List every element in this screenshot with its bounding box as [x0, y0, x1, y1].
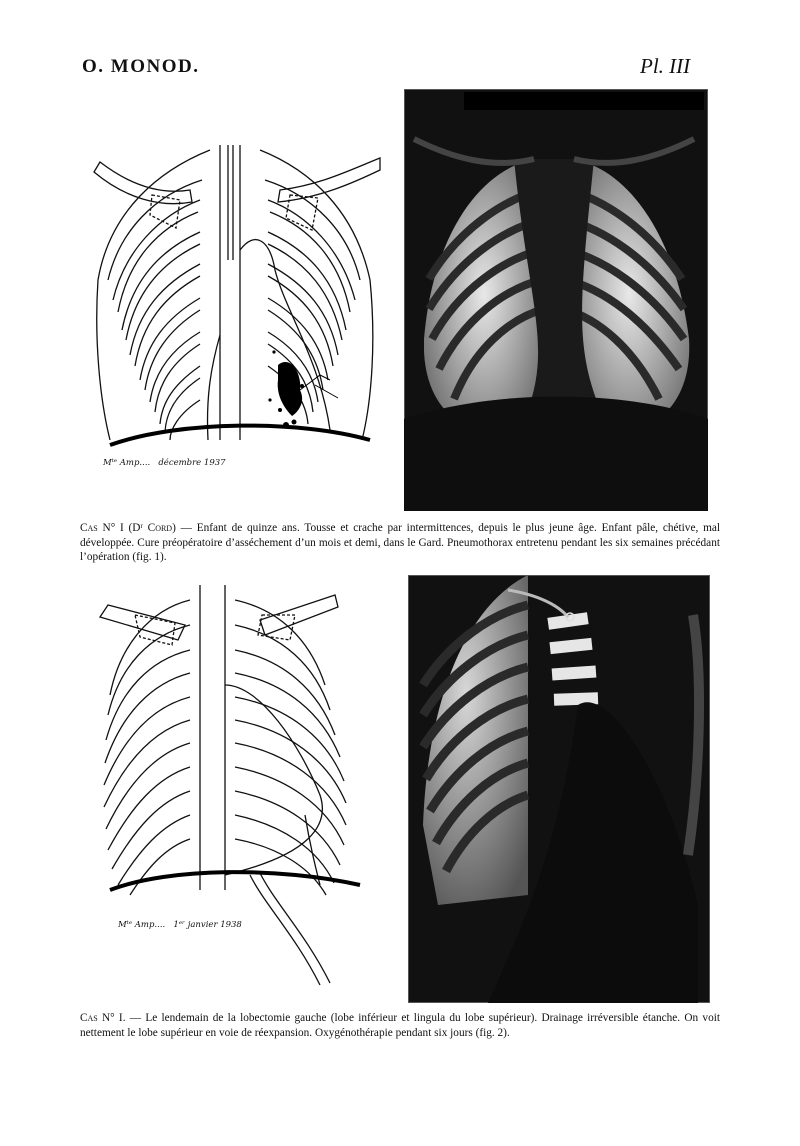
author-header: O. MONOD. [82, 56, 200, 77]
figure1-xray [404, 89, 708, 511]
figure2-signature [118, 920, 242, 930]
figure2-caption [80, 1011, 720, 1040]
figure2-xray [408, 575, 710, 1003]
plate-number: Pl. III [640, 54, 691, 78]
figure1-signature-name: Mᵗᵉ Amp.... [103, 458, 151, 468]
figure1-caption-lead: Cas N° I (Dʳ Cord) — [80, 522, 192, 534]
figure2-caption-text: Le lendemain de la lobectomie gauche (lobe inférieur et lingula du lobe supérieur). Drainage irréversible étanche. On voit nettement le lobe supérieur en voie de réexpansion. Oxygénothérapie pendant six jours (fig. 2). [80, 1012, 720, 1039]
figure1-signature [103, 458, 226, 468]
figure1-drawing [80, 140, 390, 485]
figure1-signature-date: décembre 1937 [158, 458, 226, 468]
figure2-signature-date: 1ᵉʳ janvier 1938 [173, 920, 242, 930]
figure1-caption [80, 521, 720, 565]
figure2-signature-name: Mᵗᵉ Amp.... [118, 920, 166, 930]
figure2-caption-lead: Cas N° I. — [80, 1012, 142, 1024]
figure1-caption-text: Enfant de quinze ans. Tousse et crache par intermittences, depuis le plus jeune âge. Enfant pâle, chétive, mal développée. Cure préopératoire d’asséchement d’un mois et demi, dans le Gard. Pneumothorax entretenu pendant les six semaines précédant l’opération (fig. 1). [80, 522, 721, 563]
